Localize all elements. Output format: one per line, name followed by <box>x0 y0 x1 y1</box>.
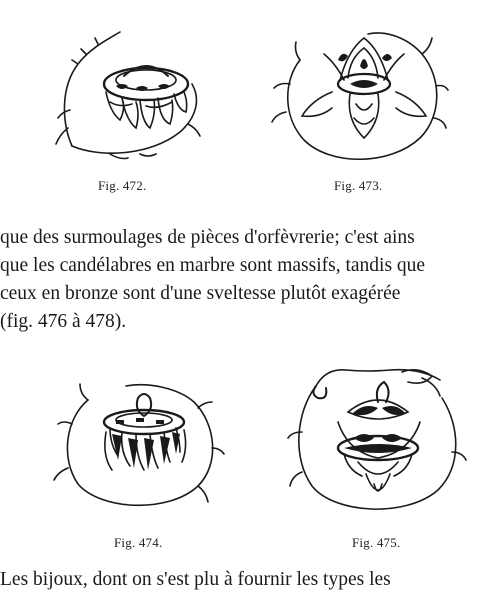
body-line-3: ceux en bronze sont d'une sveltesse plutôt exagérée <box>0 283 401 304</box>
caption-fig-473: Fig. 473. <box>334 178 383 193</box>
figure-472 <box>50 28 210 168</box>
caption-fig-474: Fig. 474. <box>114 535 163 550</box>
body-line-4: (fig. 476 à 478). <box>0 311 127 332</box>
figure-475 <box>282 362 472 522</box>
partial-bottom-line: Les bijoux, dont on s'est plu à fournir les types les <box>0 569 391 590</box>
body-paragraph <box>0 224 500 336</box>
ornament-475-drawing <box>282 362 472 522</box>
ornament-472-drawing <box>50 28 210 168</box>
caption-fig-472: Fig. 472. <box>98 178 147 193</box>
ornament-473-drawing <box>270 20 450 170</box>
body-line-2: que les candélabres en marbre sont massifs, tandis que <box>0 255 426 276</box>
body-line-1: que des surmoulages de pièces d'orfèvrerie; c'est ains <box>0 227 415 248</box>
caption-fig-475: Fig. 475. <box>352 535 401 550</box>
figure-474 <box>48 368 228 518</box>
figure-473 <box>270 20 450 170</box>
ornament-474-drawing <box>48 368 228 518</box>
